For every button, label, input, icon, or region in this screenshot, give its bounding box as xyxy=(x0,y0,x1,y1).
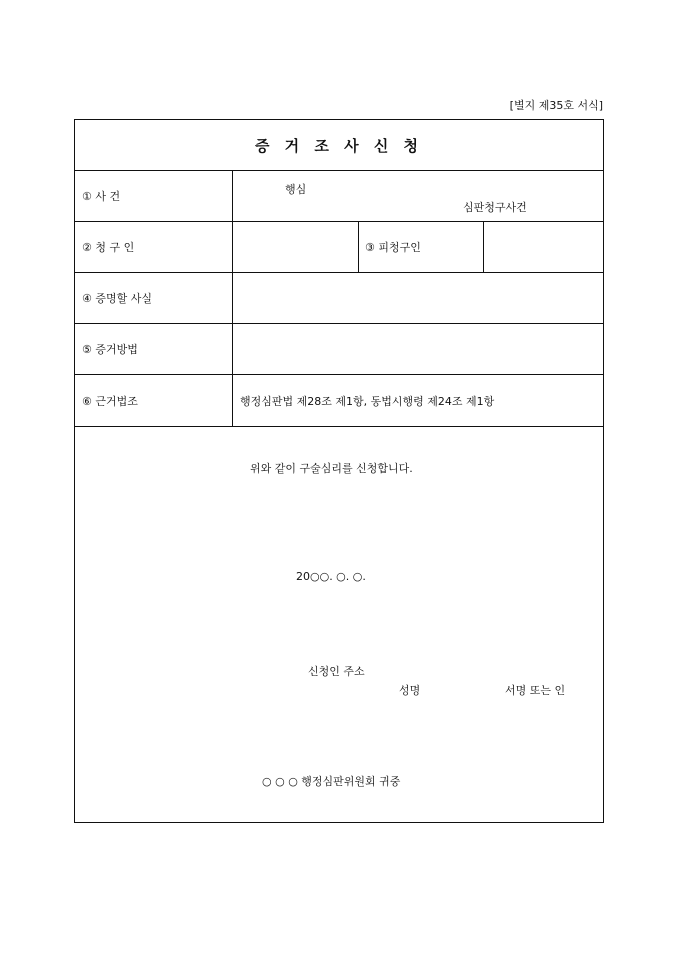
fact-field[interactable] xyxy=(234,273,603,323)
application-form xyxy=(74,119,604,823)
method-label: ⑤ 증거방법 xyxy=(75,324,233,374)
date-line[interactable]: 20○○. ○. ○. xyxy=(296,570,366,583)
fact-row xyxy=(75,273,603,324)
respondent-label: ③ 피청구인 xyxy=(365,241,421,254)
signature-label: 서명 또는 인 xyxy=(505,684,566,697)
case-row xyxy=(75,171,603,222)
method-row xyxy=(75,324,603,375)
case-label: ① 사 건 xyxy=(75,171,233,221)
law-value: 행정심판법 제28조 제1항, 동법시행령 제24조 제1항 xyxy=(240,394,495,408)
law-row xyxy=(75,375,603,427)
form-title: 증 거 조 사 신 청 xyxy=(75,120,603,171)
claimant-field[interactable] xyxy=(234,222,358,272)
method-field[interactable] xyxy=(234,324,603,374)
request-statement: 위와 같이 구술심리를 신청합니다. xyxy=(250,462,413,475)
fact-label: ④ 증명할 사실 xyxy=(75,273,233,323)
addressee-line: ○ ○ ○ 행정심판위원회 귀중 xyxy=(262,775,401,788)
applicant-name-label: 성명 xyxy=(399,684,421,697)
case-value-suffix[interactable]: 심판청구사건 xyxy=(463,201,527,214)
parties-row xyxy=(75,222,603,273)
case-value-prefix[interactable]: 행심 xyxy=(285,183,307,196)
law-label: ⑥ 근거법조 xyxy=(75,375,233,426)
form-reference-number: [별지 제35호 서식] xyxy=(509,99,603,112)
respondent-field[interactable] xyxy=(484,222,603,272)
applicant-address-label: 신청인 주소 xyxy=(308,665,365,678)
claimant-label: ② 청 구 인 xyxy=(75,222,233,272)
